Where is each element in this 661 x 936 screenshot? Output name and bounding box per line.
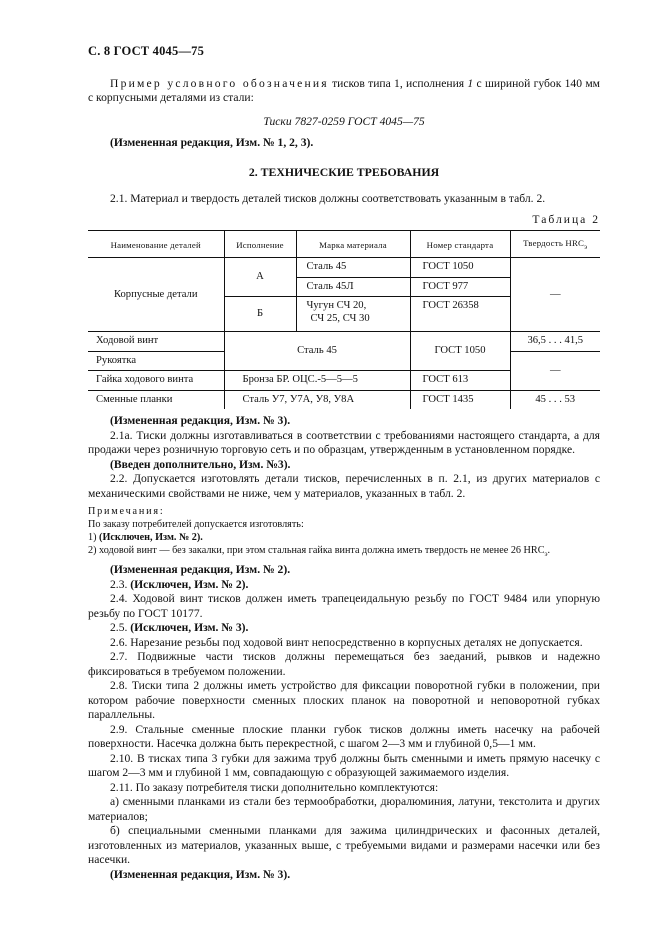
table-row bbox=[88, 332, 600, 352]
notes-item: 2) ходовой винт — без закалки, при этом стальная гайка винта должна иметь твердость не менее 26 $HRC_э$. bbox=[88, 544, 551, 558]
cell-material: Сталь 45Л bbox=[296, 277, 410, 297]
clause-2-1: 2.1. Материал и твердость деталей тисков должны соответствовать указанным в табл. 2. bbox=[110, 192, 546, 205]
cell-hardness-dash: — bbox=[510, 351, 600, 390]
cell-standard: ГОСТ 613 bbox=[410, 371, 510, 391]
cell-exec-a: А bbox=[224, 258, 296, 297]
spaced-term: Пример условного обозначения bbox=[110, 76, 329, 90]
cell-nut: Гайка ходового винта bbox=[88, 371, 224, 391]
clause-2-7: 2.7. Подвижные части тисков должны перемещаться без заеданий, рывков и надежно фиксироваться в требуемом положении. bbox=[88, 650, 600, 678]
clause-2-8: 2.8. Тиски типа 2 должны иметь устройство для фиксации поворотной губки в положении, при котором рабочие поверхности сменных плоских планок на поворотной и неповоротной губках параллельны. bbox=[88, 679, 600, 722]
clause-2-4: 2.4. Ходовой винт тисков должен иметь трапецеидальную резьбу по ГОСТ 9484 или упорную резьбу по ГОСТ 10177. bbox=[88, 592, 600, 620]
cell-standard: ГОСТ 26358 bbox=[410, 297, 510, 332]
edit-note: (Измененная редакция, Изм. № 3). bbox=[110, 414, 291, 428]
cell-standard: ГОСТ 977 bbox=[410, 277, 510, 297]
clause-2-11-b: б) специальными сменными планками для зажима цилиндрических и фасонных деталей, изготовленных из материалов, указанных выше, с требуемыми видами и размерами насечки или без насечки. bbox=[88, 824, 600, 867]
cell-body-parts: Корпусные детали bbox=[88, 258, 224, 332]
cell-material: Сталь 45 bbox=[296, 258, 410, 278]
cell-material-shared: Сталь 45 bbox=[224, 332, 410, 371]
cell-lead-screw: Ходовой винт bbox=[88, 332, 224, 352]
cell-exec-b: Б bbox=[224, 297, 296, 332]
notes-item: 1) (Исключен, Изм. № 2). bbox=[88, 531, 203, 543]
table-row bbox=[88, 258, 600, 278]
cell-hardness-dash: — bbox=[510, 258, 600, 332]
col-header-material: Марка материала bbox=[296, 231, 410, 258]
cell-standard: ГОСТ 1050 bbox=[410, 258, 510, 278]
notes-line: По заказу потребителей допускается изготовлять: bbox=[88, 519, 304, 531]
added-note: (Введен дополнительно, Изм. №3). bbox=[110, 457, 291, 471]
clause-2-3: 2.3. (Исключен, Изм. № 2). bbox=[110, 577, 249, 591]
section-title: 2. ТЕХНИЧЕСКИЕ ТРЕБОВАНИЯ bbox=[248, 164, 440, 179]
clause-2-11-a: а) сменными планками из стали без термообработки, дюралюминия, латуни, текстолита и других материалов; bbox=[88, 795, 600, 823]
edit-note: (Измененная редакция, Изм. № 2). bbox=[110, 563, 291, 577]
cell-material: Чугун СЧ 20, СЧ 25, СЧ 30 bbox=[296, 297, 410, 332]
col-header-part: Наименование деталей bbox=[88, 231, 224, 258]
col-header-hardness: Твердость $HRC_э$ bbox=[510, 231, 600, 258]
cell-hardness: 36,5 . . . 41,5 bbox=[510, 332, 600, 352]
notes-title: Примечания: bbox=[88, 506, 165, 518]
cell-standard: ГОСТ 1435 bbox=[410, 390, 510, 409]
clause-2-11: 2.11. По заказу потребителя тиски дополнительно комплектуются: bbox=[110, 780, 439, 794]
cell-standard-shared: ГОСТ 1050 bbox=[410, 332, 510, 371]
edit-note: (Измененная редакция, Изм. № 1, 2, 3). bbox=[110, 136, 314, 149]
table-header-row bbox=[88, 231, 600, 258]
clause-2-5: 2.5. (Исключен, Изм. № 3). bbox=[110, 621, 249, 635]
clause-2-1a: 2.1а. Тиски должны изготавливаться в соответствии с требованиями настоящего стандарта, а для продажи через розничную торговую сеть и по образцам, утвержденным в установленном порядке. bbox=[88, 428, 600, 457]
page-header: С. 8 ГОСТ 4045—75 bbox=[88, 44, 205, 58]
materials-table bbox=[88, 230, 600, 409]
clause-2-9: 2.9. Стальные сменные плоские планки губок тисков должны иметь насечку на рабочей поверхности. Насечка должна быть перекрестной, с шагом 2—3 мм и глубиной 0,5—1 мм. bbox=[88, 722, 600, 751]
notes-block bbox=[88, 506, 600, 560]
col-header-standard: Номер стандарта bbox=[410, 231, 510, 258]
col-header-execution: Исполнение bbox=[224, 231, 296, 258]
cell-material: Сталь У7, У7А, У8, У8А bbox=[224, 390, 410, 409]
table-label: Таблица 2 bbox=[532, 212, 600, 226]
edit-note: (Измененная редакция, Изм. № 3). bbox=[110, 867, 291, 881]
cell-handle: Рукоятка bbox=[88, 351, 224, 371]
cell-material: Бронза БР. ОЦС.-5—5—5 bbox=[224, 371, 410, 391]
clause-2-2: 2.2. Допускается изготовлять детали тисков, перечисленных в п. 2.1, из других материалов с механическими свойствами не ниже, чем у материалов, указанных в табл. 2. bbox=[88, 472, 600, 500]
designation-example-intro: Пример условного обозначения тисков типа 1, исполнения 1 с шириной губок 140 мм с корпусными деталями из стали: bbox=[88, 76, 600, 104]
table-row bbox=[88, 390, 600, 409]
cell-plates: Сменные планки bbox=[96, 393, 173, 405]
clause-2-6: 2.6. Нарезание резьбы под ходовой винт непосредственно в корпусных деталях не допускается. bbox=[110, 635, 583, 649]
cell-hardness: 45 . . . 53 bbox=[510, 390, 600, 409]
document-page bbox=[88, 44, 600, 882]
clause-2-10: 2.10. В тисках типа 3 губки для зажима труб должны быть сменными и иметь прямую насечку с шагом 2—3 мм и глубиной 1 мм, совпадающую с образующей зажимаемого изделия. bbox=[88, 751, 600, 780]
designation-example: Тиски 7827-0259 ГОСТ 4045—75 bbox=[263, 114, 425, 128]
